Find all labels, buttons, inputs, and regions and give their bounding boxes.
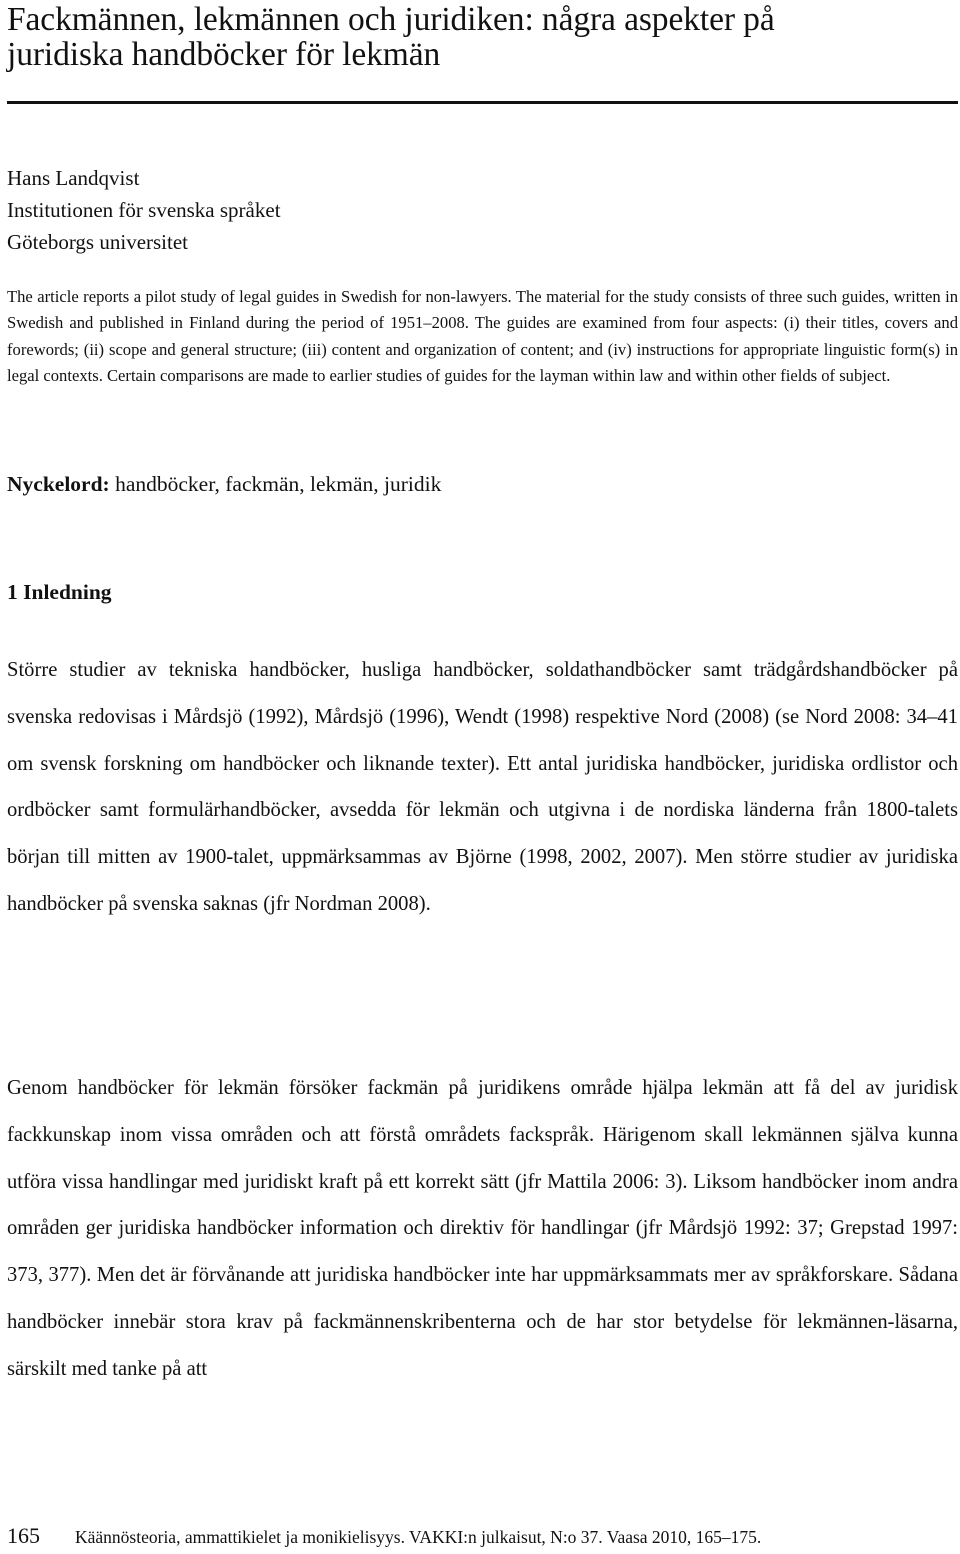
keywords-line: [7, 469, 441, 499]
article-title: [7, 2, 952, 72]
body-paragraph-1: Större studier av tekniska handböcker, husliga handböcker, soldathandböcker samt trädgårdshandböcker på svenska redovisas i Mårdsjö (1992), Mårdsjö (1996), Wendt (1998) respektive Nord (2008) (se Nord 2008: 34–41 om svensk forskning om handböcker och liknande texter). Ett antal juridiska handböcker, juridiska ordlistor och ordböcker samt formulärhandböcker, avsedda för lekmän och utgivna i de nordiska länderna från 1800-talets början till mitten av 1900-talet, uppmärksammas av Björne (1998, 2002, 2007). Men större studier av juridiska handböcker på svenska saknas (jfr Nordman 2008).: [7, 659, 958, 915]
page-footer: [7, 1523, 761, 1550]
author-affiliation: [7, 162, 281, 258]
document-page: [7, 0, 958, 1554]
author-name: Hans Landqvist: [7, 166, 140, 190]
publication-citation: Käännösteoria, ammattikielet ja monikielisyys. VAKKI:n julkaisut, N:o 37. Vaasa 2010, 165–175.: [75, 1527, 762, 1547]
keywords-label: Nyckelord:: [7, 472, 110, 496]
article-title-line-1: Fackmännen, lekmännen och juridiken: några aspekter på: [7, 1, 775, 38]
section-heading: 1 Inledning: [7, 580, 112, 604]
abstract: The article reports a pilot study of legal guides in Swedish for non-lawyers. The material for the study consists of three such guides, written in Swedish and published in Finland during the period of 1951–2008. The guides are examined from four aspects: (i) their titles, covers and forewords; (ii) scope and general structure; (iii) content and organization of content; and (iv) instructions for appropriate linguistic form(s) in legal contexts. Certain comparisons are made to earlier studies of guides for the layman within law and within other fields of subject.: [7, 287, 958, 385]
body-paragraph-2: Genom handböcker för lekmän försöker fackmän på juridikens område hjälpa lekmän att få del av juridisk fackkunskap inom vissa områden och att förstå områdets fackspråk. Härigenom skall lekmännen själva kunna utföra vissa handlingar med juridiskt kraft på ett korrekt sätt (jfr Mattila 2006: 3). Liksom handböcker inom andra områden ger juridiska handböcker information och direktiv för handlingar (jfr Mårdsjö 1992: 37; Grepstad 1997: 373, 377). Men det är förvånande att juridiska handböcker inte har uppmärksammats mer av språkforskare. Sådana handböcker innebär stora krav på fackmännenskribenterna och de har stor betydelse för lekmännen-läsarna, särskilt med tanke på att: [7, 1077, 958, 1380]
title-divider: [7, 101, 958, 104]
article-title-line-2: juridiska handböcker för lekmän: [7, 36, 441, 73]
author-university: Göteborgs universitet: [7, 230, 189, 254]
keywords-list: handböcker, fackmän, lekmän, juridik: [115, 472, 442, 496]
page-number: 165: [7, 1523, 40, 1548]
author-department: Institutionen för svenska språket: [7, 198, 281, 222]
